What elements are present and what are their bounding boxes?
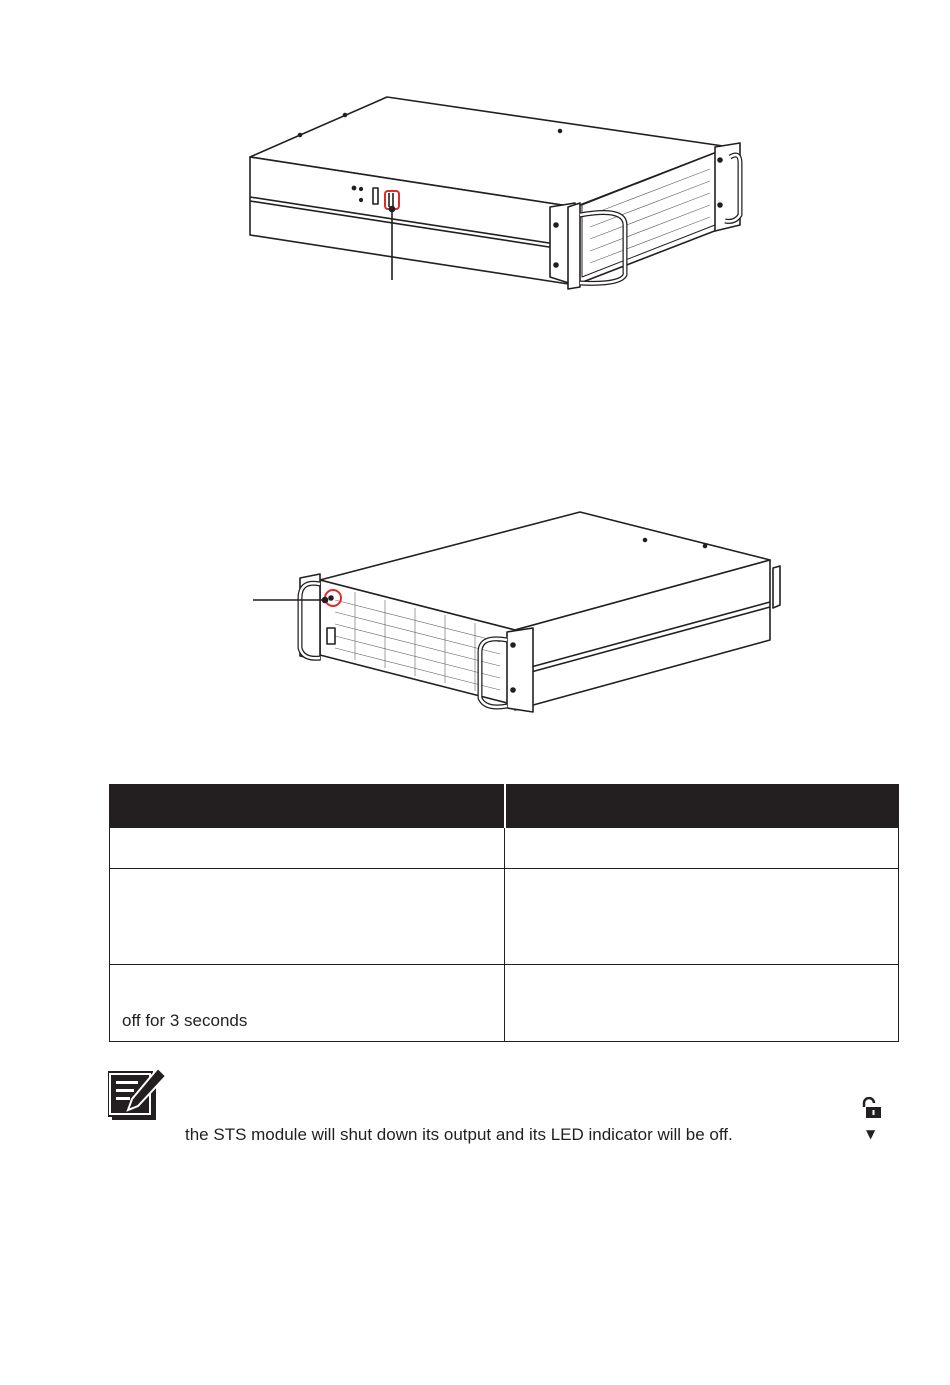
led-status-table [109, 784, 899, 1042]
note-pencil-icon [108, 1068, 170, 1124]
unlock-icon [860, 1097, 886, 1141]
table-header-left [110, 785, 505, 828]
table-cell [505, 869, 899, 965]
sts-module-front-view [245, 500, 790, 725]
table-row [110, 965, 899, 1042]
table-cell: off for 3 seconds [110, 965, 505, 1042]
table-header-right [505, 785, 899, 828]
sts-module-rear-view [230, 85, 760, 300]
table-cell [505, 828, 899, 869]
note-text: the STS module will shut down its output and its LED indicator will be off. [185, 1125, 733, 1144]
down-arrow-icon: ▼ [866, 1127, 876, 1141]
table-cell [110, 869, 505, 965]
table-cell [505, 965, 899, 1042]
table-row [110, 828, 899, 869]
table-row [110, 869, 899, 965]
table-cell [110, 828, 505, 869]
